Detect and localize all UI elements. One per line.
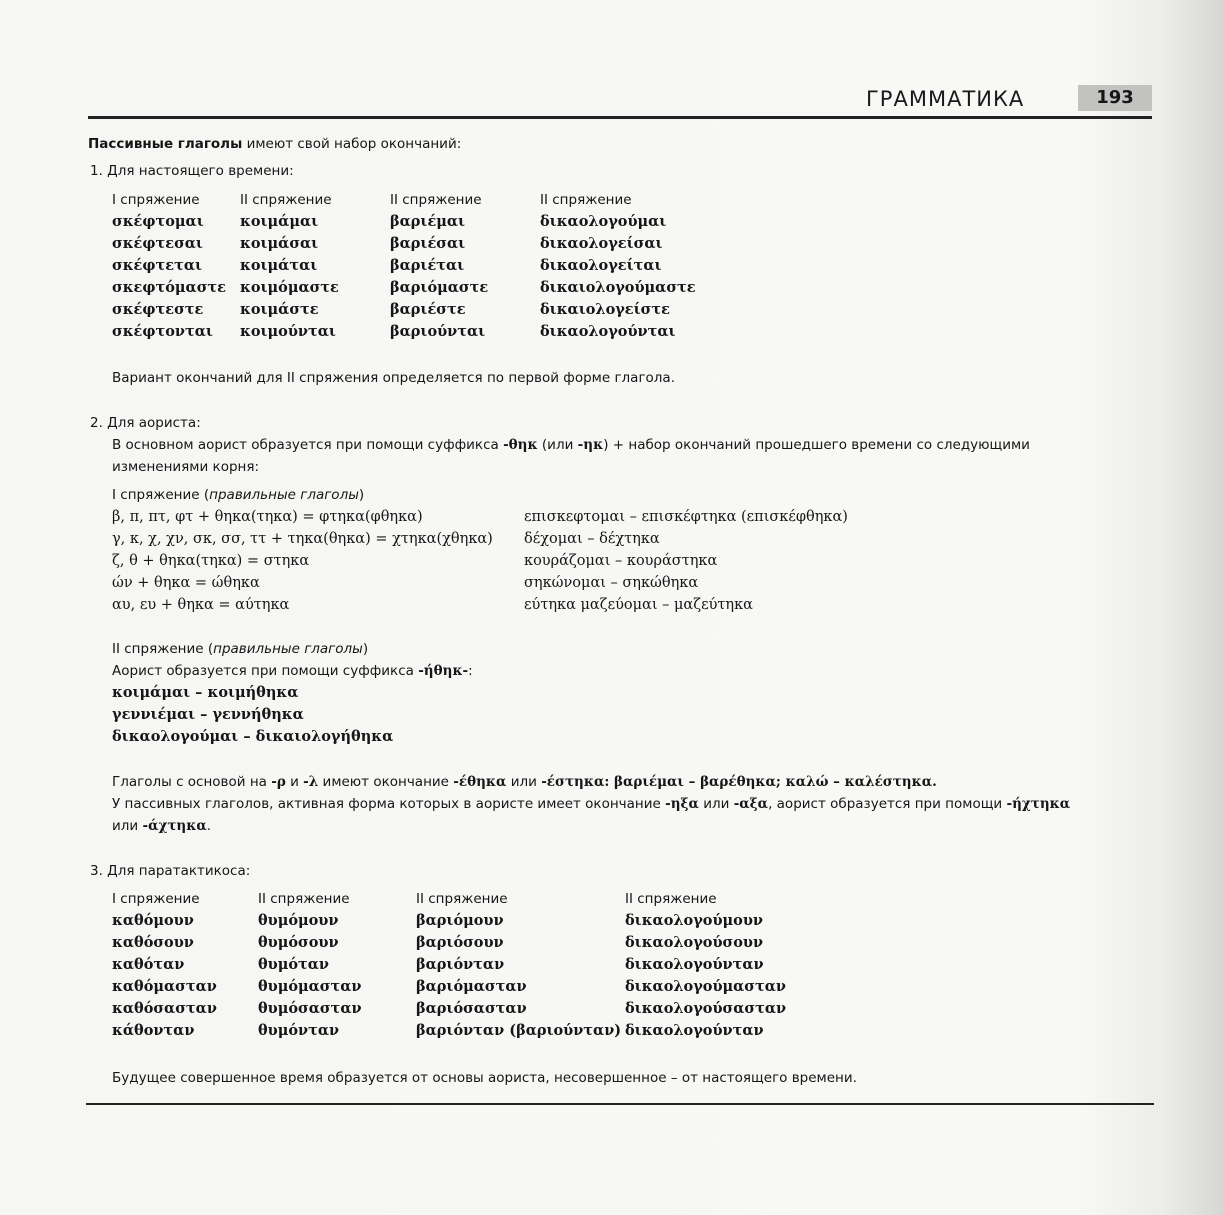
col-header: I спряжение (112, 192, 200, 208)
present-col-3 (390, 189, 488, 343)
verb-form: δικαολογούμαι (540, 213, 667, 230)
verb-form: βαριόσασταν (416, 1000, 527, 1017)
verb-form: κοιμούνται (240, 323, 336, 340)
suffix: -έθηκα (453, 774, 507, 790)
paratat-col-4 (625, 888, 786, 1042)
verb-form: καθόταν (112, 956, 185, 973)
section2-title: 2. Для аориста: (90, 415, 201, 431)
rule-text: ζ, θ + θηκα(τηκα) = στηκα (112, 553, 310, 569)
intro-bold: Пассивные глаголы (88, 136, 243, 152)
aorist-note-2 (112, 793, 1070, 815)
aorist-note-1 (112, 771, 937, 793)
verb-form: βαριέμαι (390, 213, 466, 230)
intro-line (88, 133, 461, 155)
verb-form: σκέφτεστε (112, 301, 204, 318)
text-run: и (285, 774, 304, 790)
verb-form: καθόσουν (112, 934, 194, 951)
verb-form: δικαολογούσουν (625, 934, 764, 951)
rule-text: ών + θηκα = ώθηκα (112, 575, 260, 591)
suffix: -αξα (733, 796, 769, 812)
verb-form: σκέφτεσαι (112, 235, 203, 252)
rule-text: β, π, πτ, φτ + θηκα(τηκα) = φτηκα(φθηκα) (112, 509, 423, 525)
text-run: , аорист образуется при помощи (768, 796, 1007, 812)
text-run: : (468, 663, 473, 679)
suffix: -ήχτηκα (1006, 796, 1071, 812)
text-run: Аорист образуется при помощи суффикса (112, 663, 419, 679)
text-run: Глаголы с основой на (112, 774, 272, 790)
text-run: В основном аорист образуется при помощи суффикса (112, 437, 504, 453)
verb-form: βαριούνται (390, 323, 486, 340)
col-header: II спряжение (258, 891, 350, 907)
suffix: -άχτηκα (142, 818, 207, 834)
verb-form: θυμόταν (258, 956, 329, 973)
col-header: I спряжение (112, 891, 200, 907)
verb-form: δικαολογείται (540, 257, 662, 274)
page-header-title: ГРАММАТИКА (866, 87, 1025, 111)
verb-form: κοιμάται (240, 257, 318, 274)
verb-form: βαριέσαι (390, 235, 466, 252)
verb-form: δικαιολογούμαστε (540, 279, 696, 296)
suffix: -θηκ (503, 437, 538, 453)
paratat-col-2 (258, 888, 362, 1042)
text-run: или (112, 818, 143, 834)
section2-desc-line1 (112, 434, 1030, 456)
aorist-note-3 (112, 815, 211, 837)
section3-note: Будущее совершенное время образуется от основы аориста, несовершенное – от настоящего времени. (112, 1070, 857, 1086)
verb-form: δικαολογούμουν (625, 912, 763, 929)
verb-form: σκεφτόμαστε (112, 279, 226, 296)
verb-form: σκέφτεται (112, 257, 202, 274)
verb-form: σκέφτομαι (112, 213, 204, 230)
verb-form: θυμόσασταν (258, 1000, 362, 1017)
text-run: У пассивных глаголов, активная форма которых в аористе имеет окончание (112, 796, 666, 812)
verb-form: δικαολογούνταν (625, 956, 764, 973)
verb-form: βαριόμουν (416, 912, 504, 929)
conj1-label (112, 484, 364, 506)
text-run: II спряжение ( (112, 641, 214, 657)
suffix: -ηξα (665, 796, 699, 812)
text-run: (или (537, 437, 578, 453)
verb-form: κοιμάμαι (240, 213, 319, 230)
col-header: II спряжение (390, 192, 482, 208)
footer-rule (86, 1103, 1154, 1105)
rule-text: γ, κ, χ, χν, σκ, σσ, ττ + τηκα(θηκα) = χτηκα(χθηκα) (112, 531, 493, 547)
verb-form: δικαολογούμασταν (625, 978, 786, 995)
header-rule (88, 116, 1152, 119)
rule-text: αυ, ευ + θηκα = αύτηκα (112, 597, 290, 613)
text-run: имеют окончание (318, 774, 454, 790)
section1-note: Вариант окончаний для II спряжения определяется по первой форме глагола. (112, 370, 675, 386)
page-number: 193 (1078, 85, 1152, 111)
conj2-example: δικαολογούμαι – δικαιολογήθηκα (112, 728, 394, 745)
conj2-label (112, 638, 368, 660)
verb-form: καθόμασταν (112, 978, 217, 995)
verb-form: δικαολογούνταν (625, 1022, 764, 1039)
section2-desc-line2: изменениями корня: (112, 459, 260, 475)
conj2-example: κοιμάμαι – κοιμήθηκα (112, 684, 299, 701)
text-run: I спряжение ( (112, 487, 210, 503)
intro-text: имеют свой набор окончаний: (242, 136, 462, 152)
verb-form: βαριόμαστε (390, 279, 489, 296)
verb-form: δικαιολογείστε (540, 301, 670, 318)
paratat-col-1 (112, 888, 217, 1042)
verb-form: θυμόμασταν (258, 978, 362, 995)
verb-form: βαριόνταν (βαριούνταν) (416, 1022, 622, 1039)
text-run: или (698, 796, 734, 812)
col-header: II спряжение (416, 891, 508, 907)
verb-form: δικαολογούσασταν (625, 1000, 787, 1017)
verb-form: θυμόμουν (258, 912, 339, 929)
verb-form: βαριόσουν (416, 934, 504, 951)
rule-example: σηκώνομαι – σηκώθηκα (524, 575, 699, 591)
suffix: -λ (303, 774, 319, 790)
verb-form: βαριέστε (390, 301, 466, 318)
col-header: II спряжение (540, 192, 632, 208)
rule-example: εύτηκα μαζεύομαι – μαζεύτηκα (524, 597, 753, 613)
rule-example: επισκεφτομαι – επισκέφτηκα (επισκέφθηκα) (524, 509, 848, 525)
verb-form: καθόσασταν (112, 1000, 217, 1017)
paratat-col-3 (416, 888, 621, 1042)
verb-form: βαριόμασταν (416, 978, 527, 995)
verb-form: δικαολογούνται (540, 323, 676, 340)
greek-example: : βαριέμαι – βαρέθηκα; καλώ – καλέστηκα. (604, 774, 937, 790)
text-run: или (506, 774, 542, 790)
col-header: II спряжение (240, 192, 332, 208)
verb-form: θυμόσουν (258, 934, 339, 951)
conj2-desc (112, 660, 473, 682)
verb-form: κοιμόμαστε (240, 279, 339, 296)
suffix: -ηκ (577, 437, 604, 453)
conj2-example: γεννιέμαι – γεννήθηκα (112, 706, 304, 723)
suffix: -ρ (271, 774, 286, 790)
present-col-4 (540, 189, 696, 343)
verb-form: βαριόνταν (416, 956, 505, 973)
section1-title: 1. Для настоящего времени: (90, 163, 294, 179)
text-run: . (206, 818, 212, 834)
present-col-1 (112, 189, 226, 343)
verb-form: βαριέται (390, 257, 465, 274)
text-run: ) + набор окончаний прошедшего времени со следующими (603, 437, 1030, 453)
verb-form: σκέφτονται (112, 323, 213, 340)
verb-form: δικαολογείσαι (540, 235, 663, 252)
rule-example: κουράζομαι – κουράστηκα (524, 553, 718, 569)
text-run: ) (358, 487, 365, 503)
italic-run: правильные глаголы (213, 641, 363, 657)
verb-form: καθόμουν (112, 912, 194, 929)
suffix: -έστηκα (541, 774, 605, 790)
verb-form: θυμόνταν (258, 1022, 340, 1039)
rule-example: δέχομαι – δέχτηκα (524, 531, 660, 547)
present-col-2 (240, 189, 339, 343)
section3-title: 3. Для паратактикоса: (90, 863, 251, 879)
text-run: ) (362, 641, 369, 657)
suffix: -ήθηκ- (418, 663, 469, 679)
col-header: II спряжение (625, 891, 717, 907)
verb-form: κάθονταν (112, 1022, 195, 1039)
verb-form: κοιμάστε (240, 301, 319, 318)
verb-form: κοιμάσαι (240, 235, 319, 252)
italic-run: правильные глаголы (209, 487, 359, 503)
